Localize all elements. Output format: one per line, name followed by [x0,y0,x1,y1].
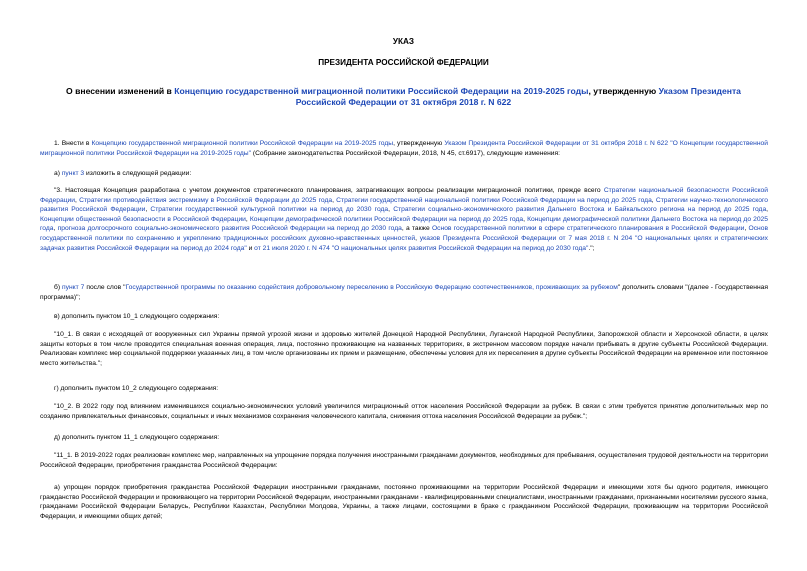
paragraph-point-3 [40,186,768,253]
text: , [523,215,528,223]
decree-heading: УКАЗ [392,37,415,46]
link-point-3[interactable]: пункт 3 [61,170,85,177]
link-state-program[interactable]: Государственной программы по оказанию содействия добровольному переселению в Российскую Федерацию соотечественников, проживающих за рубежом [125,284,618,291]
text: , [744,225,749,233]
text: , [766,206,769,214]
title-link-decree[interactable]: Указом Президента Российской Федерации от 31 октября 2018 г. N 622 [295,86,741,107]
link-foundations-1[interactable]: Основ государственной политики в сфере стратегического планирования в Российской Федерации [431,225,745,233]
title-text: О внесении изменений в [66,86,175,96]
paragraph-b [40,283,768,302]
paragraph-v: в) дополнить пунктом 10_1 следующего содержания: [54,313,220,320]
link-point-7[interactable]: пункт 7 [62,284,85,291]
paragraph-point-11-1-a: а) упрощен порядок приобретения гражданства Российской Федерации иностранными гражданами, постоянно проживающими на территории Российской Федерации и имеющими хотя бы одного родителя, имеющего гражданство Российской Федерации и проживающего на территории Российской Федерации, иностранными гражданами - квалифицированными специалистами, иностранными гражданами, признанными носителями русского языка, гражданами Российской Федерации Беларусь, Республики Казахстан, Республики Молдова, Украины, а также лицами, состоящими в браке с гражданином Российской Федерации, проживающим на территории Российской Федерации, и имеющими общих детей; [40,484,768,520]
text: , а также [401,225,432,233]
text: , [651,196,656,204]
text: , [245,215,250,223]
text: ."; [588,244,595,252]
text: , [75,196,80,204]
decree-issuer: ПРЕЗИДЕНТА РОССИЙСКОЙ ФЕДЕРАЦИИ [318,58,489,67]
paragraph-g: г) дополнить пунктом 10_2 следующего содержания: [54,385,219,392]
link-strategy-4[interactable]: Стратегии научно-технологического развития Российской Федерации [40,196,769,214]
link-decree-204[interactable]: указов Президента Российской Федерации от 7 мая 2018 г. N 204 "О национальных целях и стратегических задачах развития Российской Федерации на период до 2024 года" [40,234,769,252]
title-link-concept[interactable]: Концепцию государственной миграционной политики Российской Федерации на 2019-2025 годы [174,86,589,96]
link-concept[interactable]: Концепцию государственной миграционной политики Российской Федерации на 2019-2025 годы [91,140,394,147]
link-forecast[interactable]: прогноза долгосрочного социально-экономического развития Российской Федерации на период до 2030 года [57,225,402,233]
text: б) [54,284,62,291]
text: " дополнить словами "(далее - Государственная программа)"; [40,284,768,301]
text: "3. Настоящая Концепция разработана с учетом документов стратегического планирования, затрагивающих вопросы реализации миграционной политики, прежде всего [54,187,604,194]
text: , [388,206,394,214]
link-strategy-6[interactable]: Стратегии социально-экономического развития Дальнего Востока и Байкальского региона на период до 2025 года [393,206,767,214]
paragraph-1 [40,139,768,158]
paragraph-point-10-1: "10_1. В связи с исходящей от вооруженных сил Украины прямой угрозой жизни и здоровью жителей Донецкой Народной Республики, Луганской Народной Республики, Запорожской области и Херсонской области, в целях защиты которых в том числе проводится специальная военная операция, лица, постоянно проживающие на названных территориях, в экстренном массовом порядке начали прибывать в другие субъекты Российской Федерации. Реализован комплекс мер социальной поддержки указанных лиц, в том числе организованы их прием и размещение, обеспечены условия для их переселения в другие субъекты Российской Федерации на временное или постоянное место жительства."; [40,331,768,367]
title-text: , утвержденную [588,86,659,96]
text: 1. Внести в [54,140,92,147]
text: изложить в следующей редакции: [84,170,192,177]
paragraph-point-10-2: "10_2. В 2022 году под влиянием изменившихся социально-экономических условий увеличился миграционный отток населения Российской Федерации за рубеж. В связи с этим требуется принятие дополнительных мер по созданию привлекательных финансовых, социальных и иных механизмов сохранения человеческого капитала, снижения оттока населения Российской Федерации за рубеж."; [40,403,768,420]
document-title [40,86,767,108]
link-strategy-2[interactable]: Стратегии противодействия экстремизму в Российской Федерации до 2025 года [79,196,333,204]
text: , [53,225,58,233]
link-foundations-2[interactable]: Основ государственной политики по сохранению и укреплению традиционных российских духовно-нравственных ценностей [40,225,769,242]
link-concept-2[interactable]: Концепции демографической политики Российской Федерации на период до 2025 года [249,215,524,223]
link-decree-474[interactable]: от 21 июля 2020 г. N 474 "О национальных целях развития Российской Федерации на период до 2030 года" [254,244,589,252]
text: , [145,206,151,214]
text: , утвержденную [393,140,445,147]
link-strategy-1[interactable]: Стратегии национальной безопасности Российской Федерации [40,187,768,204]
link-strategy-3[interactable]: Стратегии государственной национальной политики Российской Федерации на период до 2025 года [336,196,652,204]
link-strategy-5[interactable]: Стратегии государственной культурной политики на период до 2030 года [150,206,389,214]
text: , [415,234,420,242]
link-decree[interactable]: Указом Президента Российской Федерации от 31 октября 2018 г. N 622 "О Концепции государственной миграционной политики Российской Федерации на 2019-2025 годы" [40,140,768,157]
text: после слов " [84,284,126,291]
text: и [246,244,255,252]
paragraph-a [40,169,768,179]
text: а) [54,170,62,177]
paragraph-point-11-1: "11_1. В 2019-2022 годах реализован комплекс мер, направленных на упрощение порядка получения иностранными гражданами документов, необходимых для пребывания, осуществления трудовой деятельности на территории Российской Федерации, приобретения гражданства Российской Федерации: [40,452,768,469]
text: (Собрание законодательства Российской Федерации, 2018, N 45, ст.6917), следующие изменения: [250,149,561,157]
paragraph-d: д) дополнить пунктом 11_1 следующего содержания: [54,434,220,441]
link-concept-1[interactable]: Концепции общественной безопасности в Российской Федерации [40,215,246,223]
link-concept-3[interactable]: Концепции демографической политики Дальнего Востока на период до 2025 года [40,215,768,233]
text: , [332,196,337,204]
